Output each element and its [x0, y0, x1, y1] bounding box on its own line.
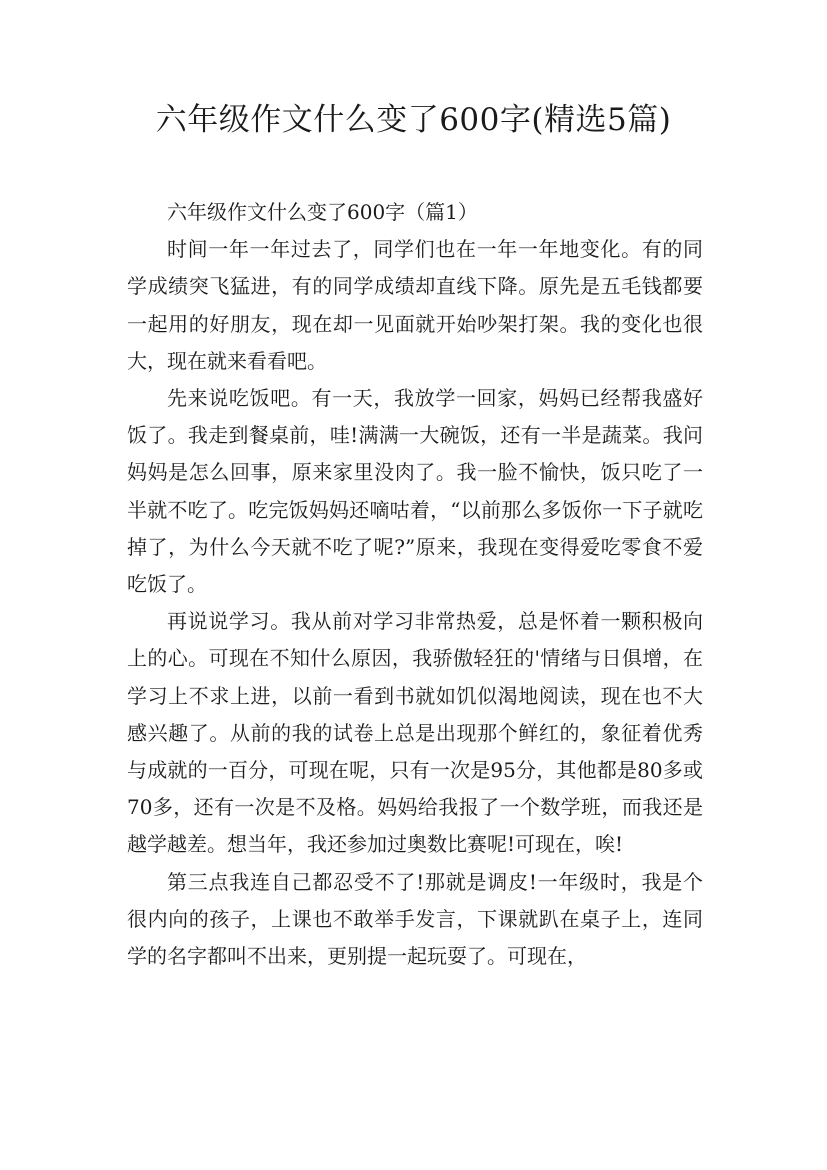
- document-title: 六年级作文什么变了600字(精选5篇): [155, 102, 672, 138]
- section-heading: 六年级作文什么变了600字（篇1）: [167, 200, 478, 224]
- paragraph-3: 再说说学习。我从前对学习非常热爱，总是怀着一颗积极向上的心。可现在不知什么原因，我骄傲轻狂的'情绪与日俱增，在学习上不求上进，以前一看到书就如饥似渴地阅读，现在也不大感兴趣了。从前的我的试卷上总是出现那个鲜红的，象征着优秀与成就的一百分，可现在呢，只有一次是95分，其他都是80多或70多，还有一次是不及格。妈妈给我报了一个数学班，而我还是越学越差。想当年，我还参加过奥数比赛呢!可现在，唉!: [127, 609, 703, 857]
- paragraph-2: 先来说吃饭吧。有一天，我放学一回家，妈妈已经帮我盛好饭了。我走到餐桌前，哇!满满一大碗饭，还有一半是蔬菜。我问妈妈是怎么回事，原来家里没肉了。我一脸不愉快，饭只吃了一半就不吃了。吃完饭妈妈还嘀咕着，“以前那么多饭你一下子就吃掉了，为什么今天就不吃了呢?”原来，我现在变得爱吃零食不爱吃饭了。: [127, 386, 703, 597]
- paragraph-1: 时间一年一年过去了，同学们也在一年一年地变化。有的同学成绩突飞猛进，有的同学成绩却直线下降。原先是五毛钱都要一起用的好朋友，现在却一见面就开始吵架打架。我的变化也很大，现在就来看看吧。: [127, 237, 703, 373]
- document-body: [127, 194, 703, 975]
- paragraph-4: 第三点我连自己都忍受不了!那就是调皮!一年级时，我是个很内向的孩子，上课也不敢举手发言，下课就趴在桌子上，连同学的名字都叫不出来，更别提一起玩耍了。可现在，: [127, 869, 703, 969]
